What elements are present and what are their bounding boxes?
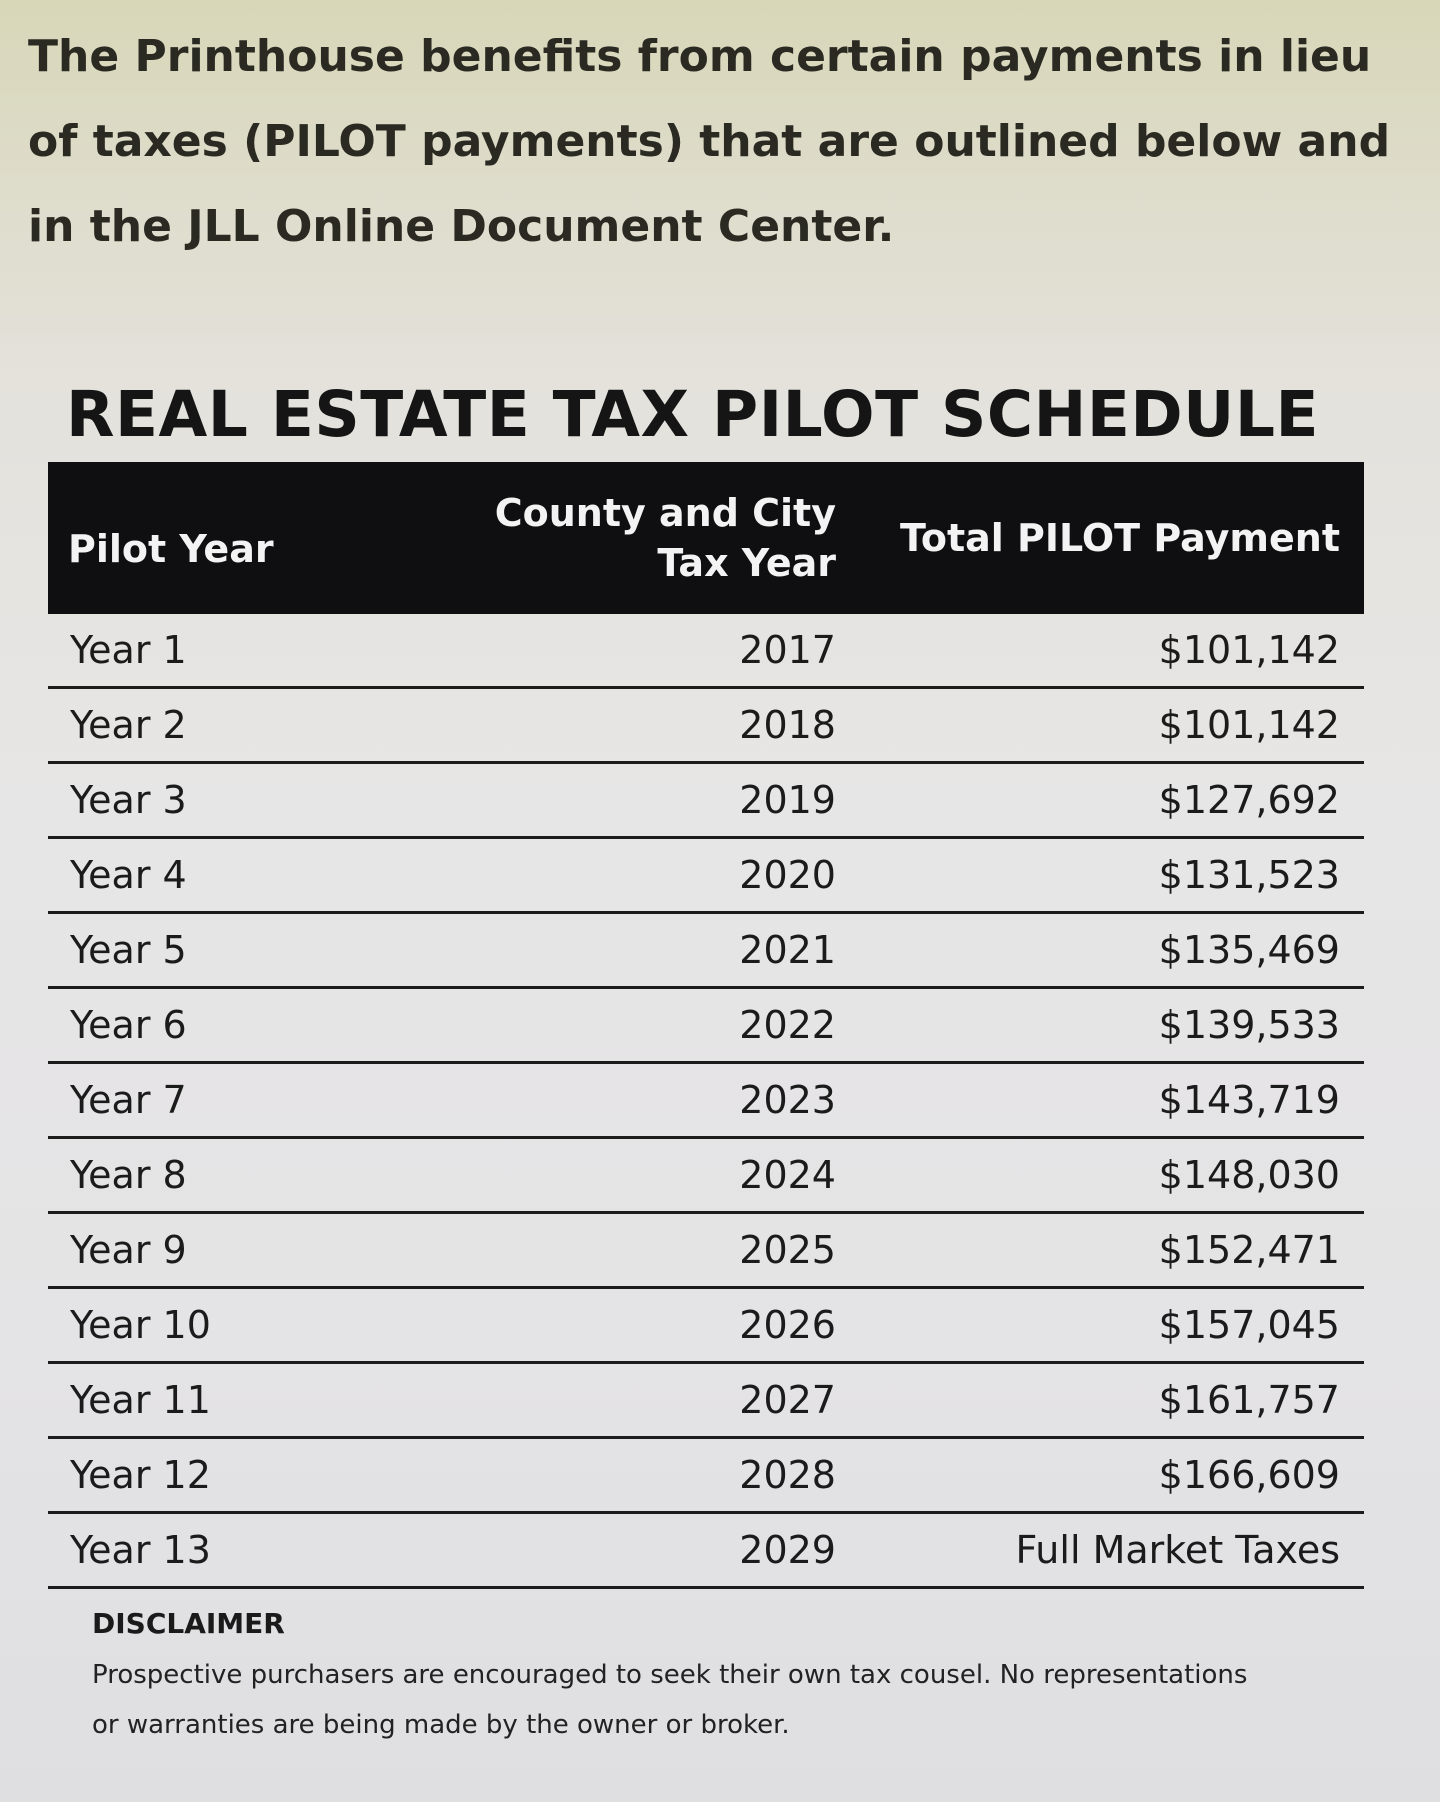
- header-total-payment: Total PILOT Payment: [860, 462, 1364, 614]
- schedule-title: REAL ESTATE TAX PILOT SCHEDULE: [66, 378, 1320, 451]
- payment-cell: $166,609: [860, 1438, 1364, 1513]
- table-row: [48, 838, 1364, 913]
- pilot-year-cell: Year 3: [48, 763, 468, 838]
- pilot-year-cell: Year 7: [48, 1063, 468, 1138]
- tax-year-cell: 2028: [468, 1438, 860, 1513]
- payment-cell: $139,533: [860, 988, 1364, 1063]
- table-row: [48, 688, 1364, 763]
- tax-year-cell: 2025: [468, 1213, 860, 1288]
- tax-year-cell: 2026: [468, 1288, 860, 1363]
- table-body: [48, 614, 1364, 1588]
- payment-cell: $127,692: [860, 763, 1364, 838]
- payment-cell: Full Market Taxes: [860, 1513, 1364, 1588]
- payment-cell: $152,471: [860, 1213, 1364, 1288]
- tax-year-cell: 2020: [468, 838, 860, 913]
- intro-paragraph: The Printhouse benefits from certain payments in lieu of taxes (PILOT payments) that are outlined below and in the JLL Online Document Center.: [28, 31, 1391, 252]
- header-tax-year: County and City Tax Year: [468, 462, 860, 614]
- payment-cell: $148,030: [860, 1138, 1364, 1213]
- pilot-year-cell: Year 6: [48, 988, 468, 1063]
- table-row: [48, 1288, 1364, 1363]
- tax-year-cell: 2024: [468, 1138, 860, 1213]
- pilot-schedule-table: [48, 462, 1364, 1589]
- tax-year-cell: 2021: [468, 913, 860, 988]
- tax-year-cell: 2019: [468, 763, 860, 838]
- table-row: [48, 614, 1364, 688]
- tax-year-cell: 2018: [468, 688, 860, 763]
- payment-cell: $131,523: [860, 838, 1364, 913]
- tax-year-cell: 2029: [468, 1513, 860, 1588]
- header-row: [48, 462, 1364, 614]
- pilot-year-cell: Year 4: [48, 838, 468, 913]
- disclaimer-text: Prospective purchasers are encouraged to seek their own tax cousel. No representations or warranties are being made by the owner or broker.: [92, 1660, 1248, 1740]
- payment-cell: $161,757: [860, 1363, 1364, 1438]
- table-row: [48, 1438, 1364, 1513]
- table-header: [48, 462, 1364, 614]
- tax-year-cell: 2027: [468, 1363, 860, 1438]
- table-row: [48, 1363, 1364, 1438]
- table-row: [48, 988, 1364, 1063]
- table-row: [48, 1513, 1364, 1588]
- tax-year-cell: 2022: [468, 988, 860, 1063]
- pilot-year-cell: Year 11: [48, 1363, 468, 1438]
- header-pilot-year: Pilot Year: [48, 462, 468, 614]
- pilot-year-cell: Year 8: [48, 1138, 468, 1213]
- pilot-year-cell: Year 5: [48, 913, 468, 988]
- table-row: [48, 1213, 1364, 1288]
- pilot-year-cell: Year 9: [48, 1213, 468, 1288]
- table-row: [48, 763, 1364, 838]
- pilot-year-cell: Year 13: [48, 1513, 468, 1588]
- table-row: [48, 1138, 1364, 1213]
- pilot-year-cell: Year 2: [48, 688, 468, 763]
- pilot-year-cell: Year 10: [48, 1288, 468, 1363]
- table-row: [48, 913, 1364, 988]
- tax-year-cell: 2023: [468, 1063, 860, 1138]
- payment-cell: $101,142: [860, 614, 1364, 688]
- pilot-year-cell: Year 12: [48, 1438, 468, 1513]
- pilot-year-cell: Year 1: [48, 614, 468, 688]
- disclaimer-heading: DISCLAIMER: [92, 1607, 285, 1640]
- tax-year-cell: 2017: [468, 614, 860, 688]
- payment-cell: $157,045: [860, 1288, 1364, 1363]
- payment-cell: $143,719: [860, 1063, 1364, 1138]
- table-row: [48, 1063, 1364, 1138]
- payment-cell: $101,142: [860, 688, 1364, 763]
- payment-cell: $135,469: [860, 913, 1364, 988]
